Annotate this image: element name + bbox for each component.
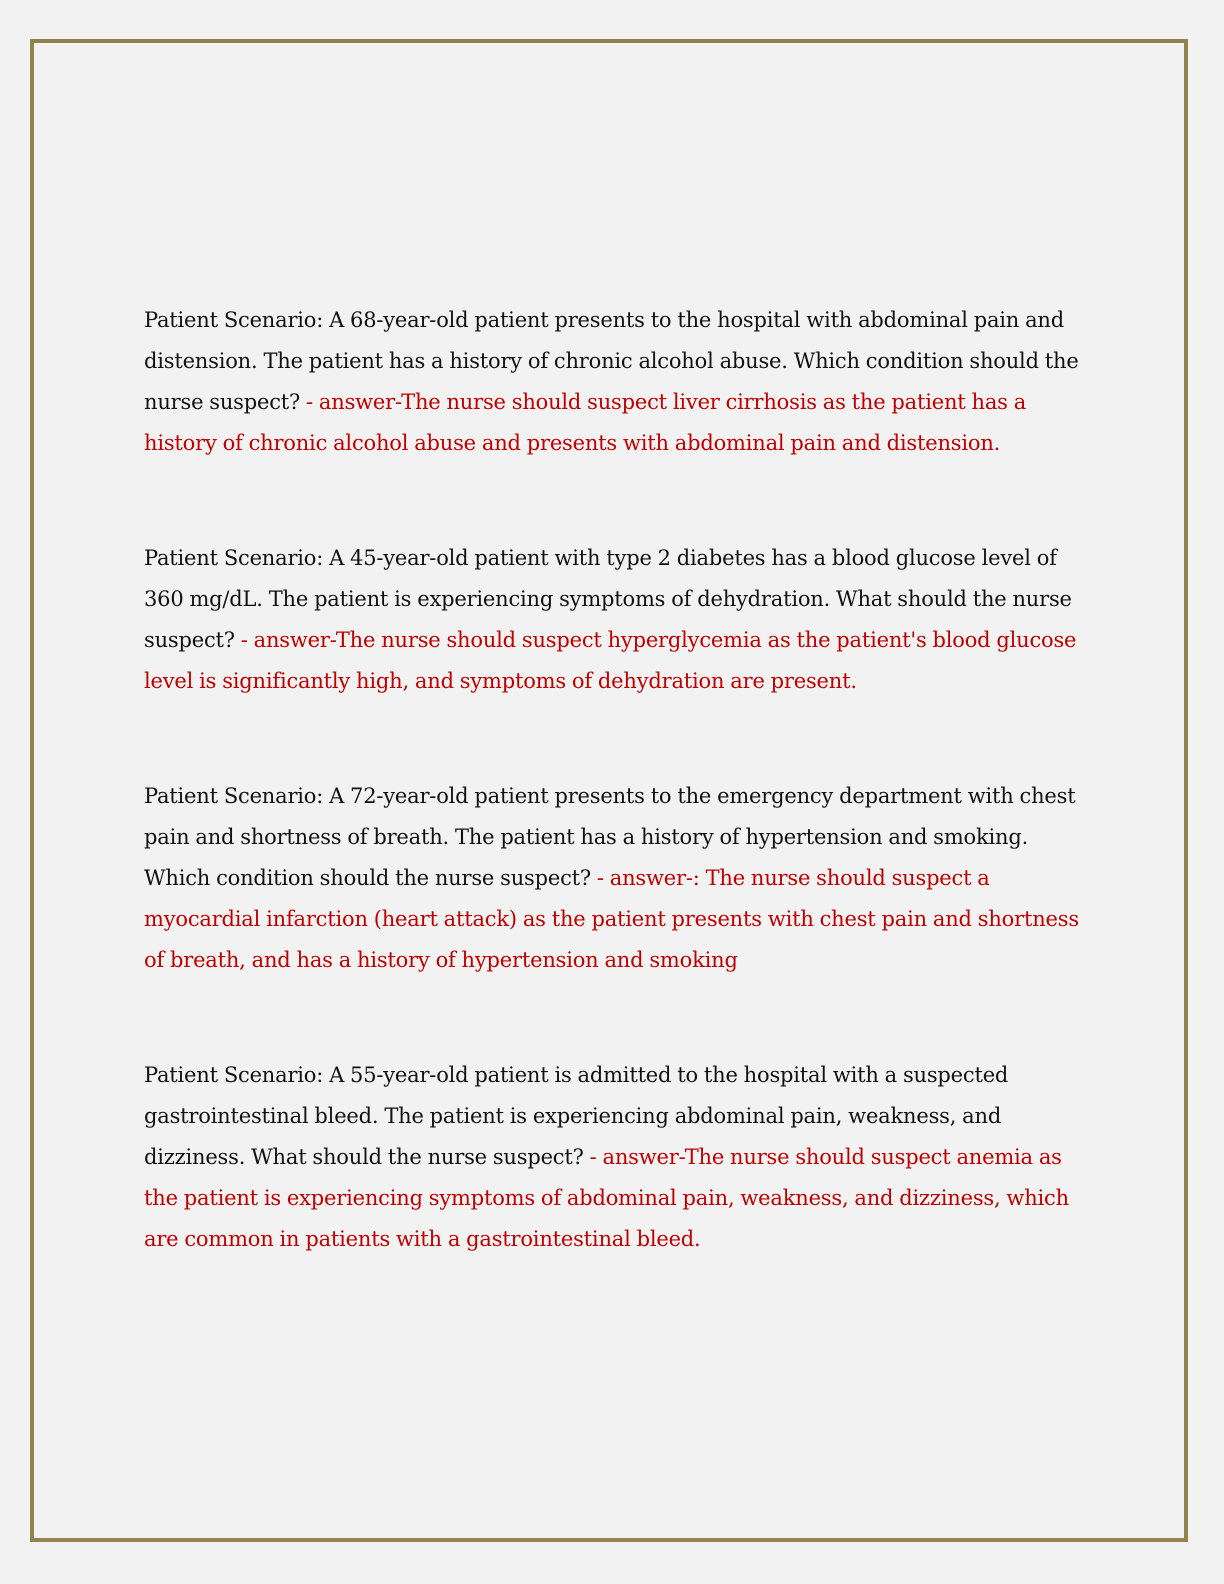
qa-item bbox=[144, 1055, 1084, 1260]
question-text: Patient Scenario: A 72-year-old patient presents to the emergency department with chest pain and shortness of breath. The patient has a history of hypertension and smoking. Which condition should the nurse suspect? bbox=[144, 784, 1076, 890]
answer-text: - answer-The nurse should suspect hyperglycemia as the patient's blood glucose level is significantly high, and symptoms of dehydration are present. bbox=[144, 628, 1077, 693]
answer-text: - answer-The nurse should suspect anemia as the patient is experiencing symptoms of abdominal pain, weakness, and dizziness, which are common in patients with a gastrointestinal bleed. bbox=[144, 1145, 1069, 1251]
answer-text: - answer-: The nurse should suspect a myocardial infarction (heart attack) as the patient presents with chest pain and shortness of breath, and has a history of hypertension and smoking bbox=[144, 866, 1079, 972]
qa-item bbox=[144, 300, 1084, 464]
question-text: Patient Scenario: A 68-year-old patient presents to the hospital with abdominal pain and distension. The patient has a history of chronic alcohol abuse. Which condition should the nurse suspect? bbox=[144, 308, 1079, 414]
qa-item bbox=[144, 776, 1084, 981]
qa-list bbox=[144, 300, 1084, 1334]
qa-item bbox=[144, 538, 1084, 702]
question-text: Patient Scenario: A 45-year-old patient with type 2 diabetes has a blood glucose level of 360 mg/dL. The patient is experiencing symptoms of dehydration. What should the nurse suspect? bbox=[144, 546, 1072, 652]
answer-text: - answer-The nurse should suspect liver cirrhosis as the patient has a history of chronic alcohol abuse and presents with abdominal pain and distension. bbox=[144, 390, 1027, 455]
question-text: Patient Scenario: A 55-year-old patient is admitted to the hospital with a suspected gastrointestinal bleed. The patient is experiencing abdominal pain, weakness, and dizziness. What should the nurse suspect? bbox=[144, 1063, 1009, 1169]
